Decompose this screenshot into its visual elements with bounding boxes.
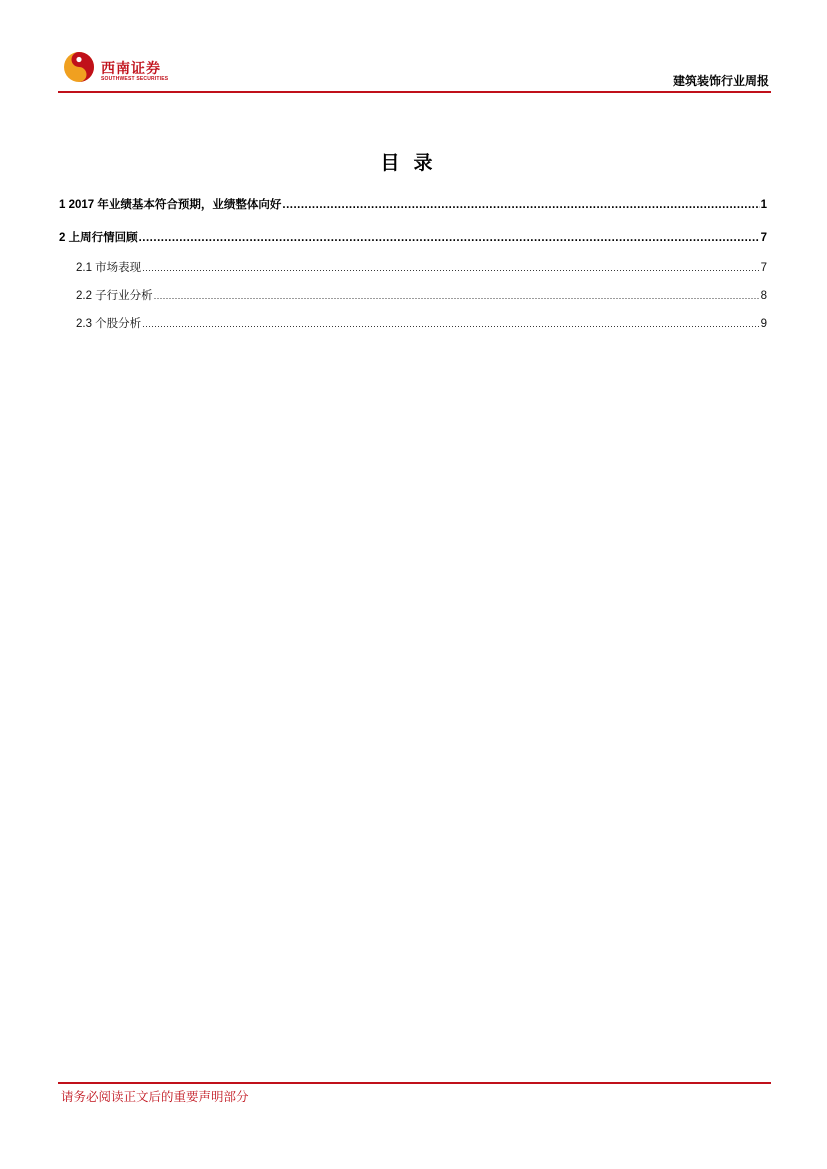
toc-page-number: 8 — [760, 290, 767, 302]
toc-entry-label: 2.2 子行业分析 — [76, 290, 153, 302]
toc-page-number: 7 — [760, 232, 767, 244]
toc-title: 目录 — [380, 152, 447, 174]
toc-page-number: 7 — [760, 262, 767, 274]
toc-entry-label: 1 2017 年业绩基本符合预期，业绩整体向好 — [59, 199, 282, 211]
report-type: 建筑装饰行业周报 — [672, 74, 769, 88]
toc-leader-dots — [154, 290, 760, 302]
toc-entry-2-2[interactable] — [76, 287, 767, 303]
page-header — [58, 46, 771, 92]
toc-leader-dots — [142, 318, 759, 330]
footer-disclaimer: 请务必阅读正文后的重要声明部分 — [61, 1089, 249, 1104]
logo-text-cn: 西南证券 — [101, 61, 161, 77]
toc-entry-2[interactable] — [59, 229, 767, 245]
toc-entry-label: 2.1 市场表现 — [76, 262, 142, 274]
toc-leader-dots — [142, 262, 759, 274]
toc-leader-dots — [282, 199, 759, 211]
logo-text-en: SOUTHWEST SECURITIES — [101, 76, 169, 82]
header-divider — [58, 91, 771, 93]
toc-entry-label: 2 上周行情回顾 — [59, 232, 138, 244]
toc-entry-label: 2.3 个股分析 — [76, 318, 142, 330]
logo-emblem-icon — [62, 50, 96, 84]
company-logo — [62, 50, 182, 86]
toc-page-number: 1 — [760, 199, 767, 211]
footer-divider — [58, 1082, 771, 1084]
toc-leader-dots — [139, 232, 760, 244]
toc-entry-2-3[interactable] — [76, 315, 767, 331]
toc-entry-2-1[interactable] — [76, 259, 767, 275]
toc-page-number: 9 — [760, 318, 767, 330]
toc-entry-1[interactable] — [59, 196, 767, 212]
